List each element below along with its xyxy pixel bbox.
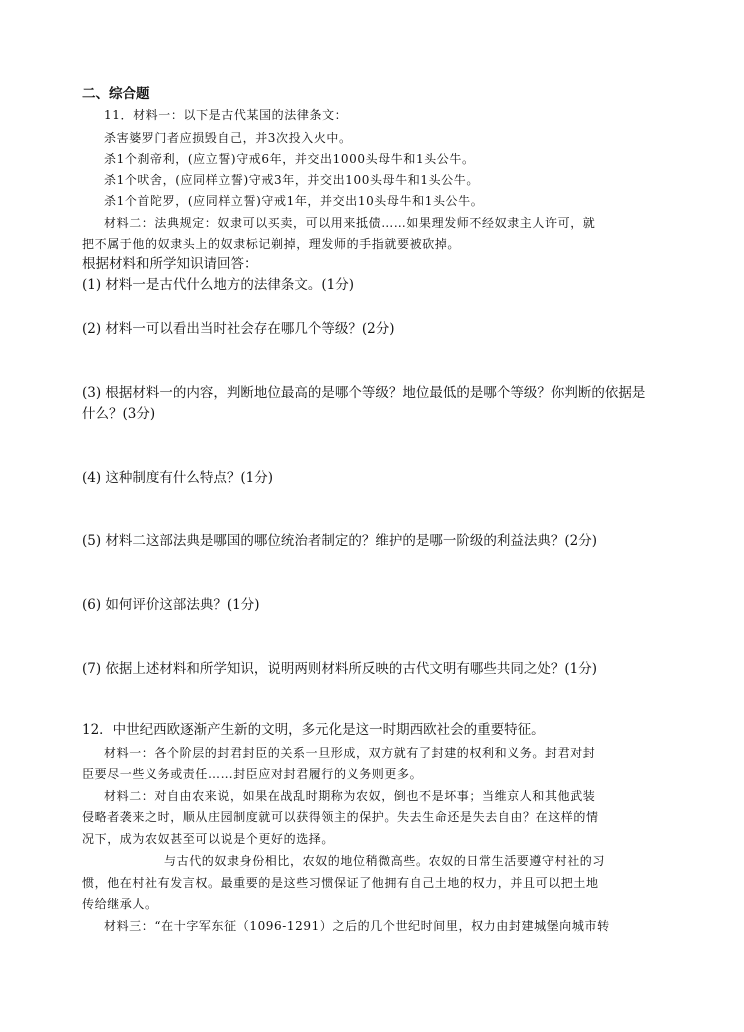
q11-material1-intro: 11．材料一：以下是古代某国的法律条文： bbox=[104, 108, 348, 122]
q12-material2-line: 与古代的奴隶身份相比，农奴的地位稍微高些。农奴的日常生活要遵守村社的习 bbox=[164, 854, 606, 868]
q11-question-5: (5) 材料二这部法典是哪国的哪位统治者制定的？维护的是哪一阶级的利益法典？(2分) bbox=[82, 533, 598, 549]
q12-material1-line: 臣要尽一些义务或责任……封臣应对封君履行的义务则更多。 bbox=[82, 767, 423, 781]
section-heading: 二、综合题 bbox=[82, 86, 150, 102]
q12-material2-line: 惯，他在村社有发言权。最重要的是这些习惯保证了他拥有自己土地的权力，并且可以把土地 bbox=[82, 876, 599, 890]
q11-material2-line: 把不属于他的奴隶头上的奴隶标记剃掉，理发师的手指就要被砍掉。 bbox=[82, 237, 461, 251]
q12-material2-line: 材料二：对自由农来说，如果在战乱时期称为农奴，倒也不是坏事；当维京人和其他武装 bbox=[104, 789, 596, 803]
q12-material2-line: 况下，成为农奴甚至可以说是个更好的选择。 bbox=[82, 832, 335, 846]
q11-material1-line: 杀1个刹帝利，(应立誓)守戒6年，并交出1000头母牛和1头公牛。 bbox=[104, 152, 475, 166]
q11-question-4: (4) 这种制度有什么特点？(1分) bbox=[82, 470, 274, 486]
q11-question-1: (1) 材料一是古代什么地方的法律条文。(1分) bbox=[82, 277, 355, 293]
q11-material1-line: 杀1个吠舍，(应同样立誓)守戒3年，并交出100头母牛和1头公牛。 bbox=[104, 173, 479, 187]
q11-material1-line: 杀害婆罗门者应损毁自己，并3次投入火中。 bbox=[104, 131, 352, 145]
q11-question-6: (6) 如何评价这部法典？(1分) bbox=[82, 597, 260, 613]
q12-material2-line: 侵略者袭来之时，顺从庄园制度就可以获得领主的保护。失去生命还是失去自由？在这样的情 bbox=[82, 810, 599, 824]
q12-material2-line: 传给继承人。 bbox=[82, 897, 158, 911]
q12-material3-line: 材料三：“在十字军东征（1096-1291）之后的几个世纪时间里，权力由封建城堡向城市转 bbox=[104, 919, 610, 933]
q11-question-2: (2) 材料一可以看出当时社会存在哪几个等级？(2分) bbox=[82, 321, 395, 337]
q12-material1-line: 材料一：各个阶层的封君封臣的关系一旦形成，双方就有了封建的权利和义务。封君对封 bbox=[104, 746, 596, 760]
q11-material1-line: 杀1个首陀罗，(应同样立誓)守戒1年，并交出10头母牛和1头公牛。 bbox=[104, 194, 484, 208]
q11-question-7: (7) 依据上述材料和所学知识，说明两则材料所反映的古代文明有哪些共同之处？(1分) bbox=[82, 661, 598, 677]
q11-material2-line: 材料二：法典规定：奴隶可以买卖，可以用来抵债……如果理发师不经奴隶主人许可，就 bbox=[104, 216, 596, 230]
q12-title: 12．中世纪西欧逐渐产生新的文明，多元化是这一时期西欧社会的重要特征。 bbox=[82, 722, 545, 738]
q11-question-3: (3) 根据材料一的内容，判断地位最高的是哪个等级？地位最低的是哪个等级？你判断的依据是 bbox=[82, 385, 646, 401]
q11-question-3-cont: 什么？(3分) bbox=[82, 406, 156, 422]
q11-prompt: 根据材料和所学知识请回答： bbox=[82, 256, 258, 272]
